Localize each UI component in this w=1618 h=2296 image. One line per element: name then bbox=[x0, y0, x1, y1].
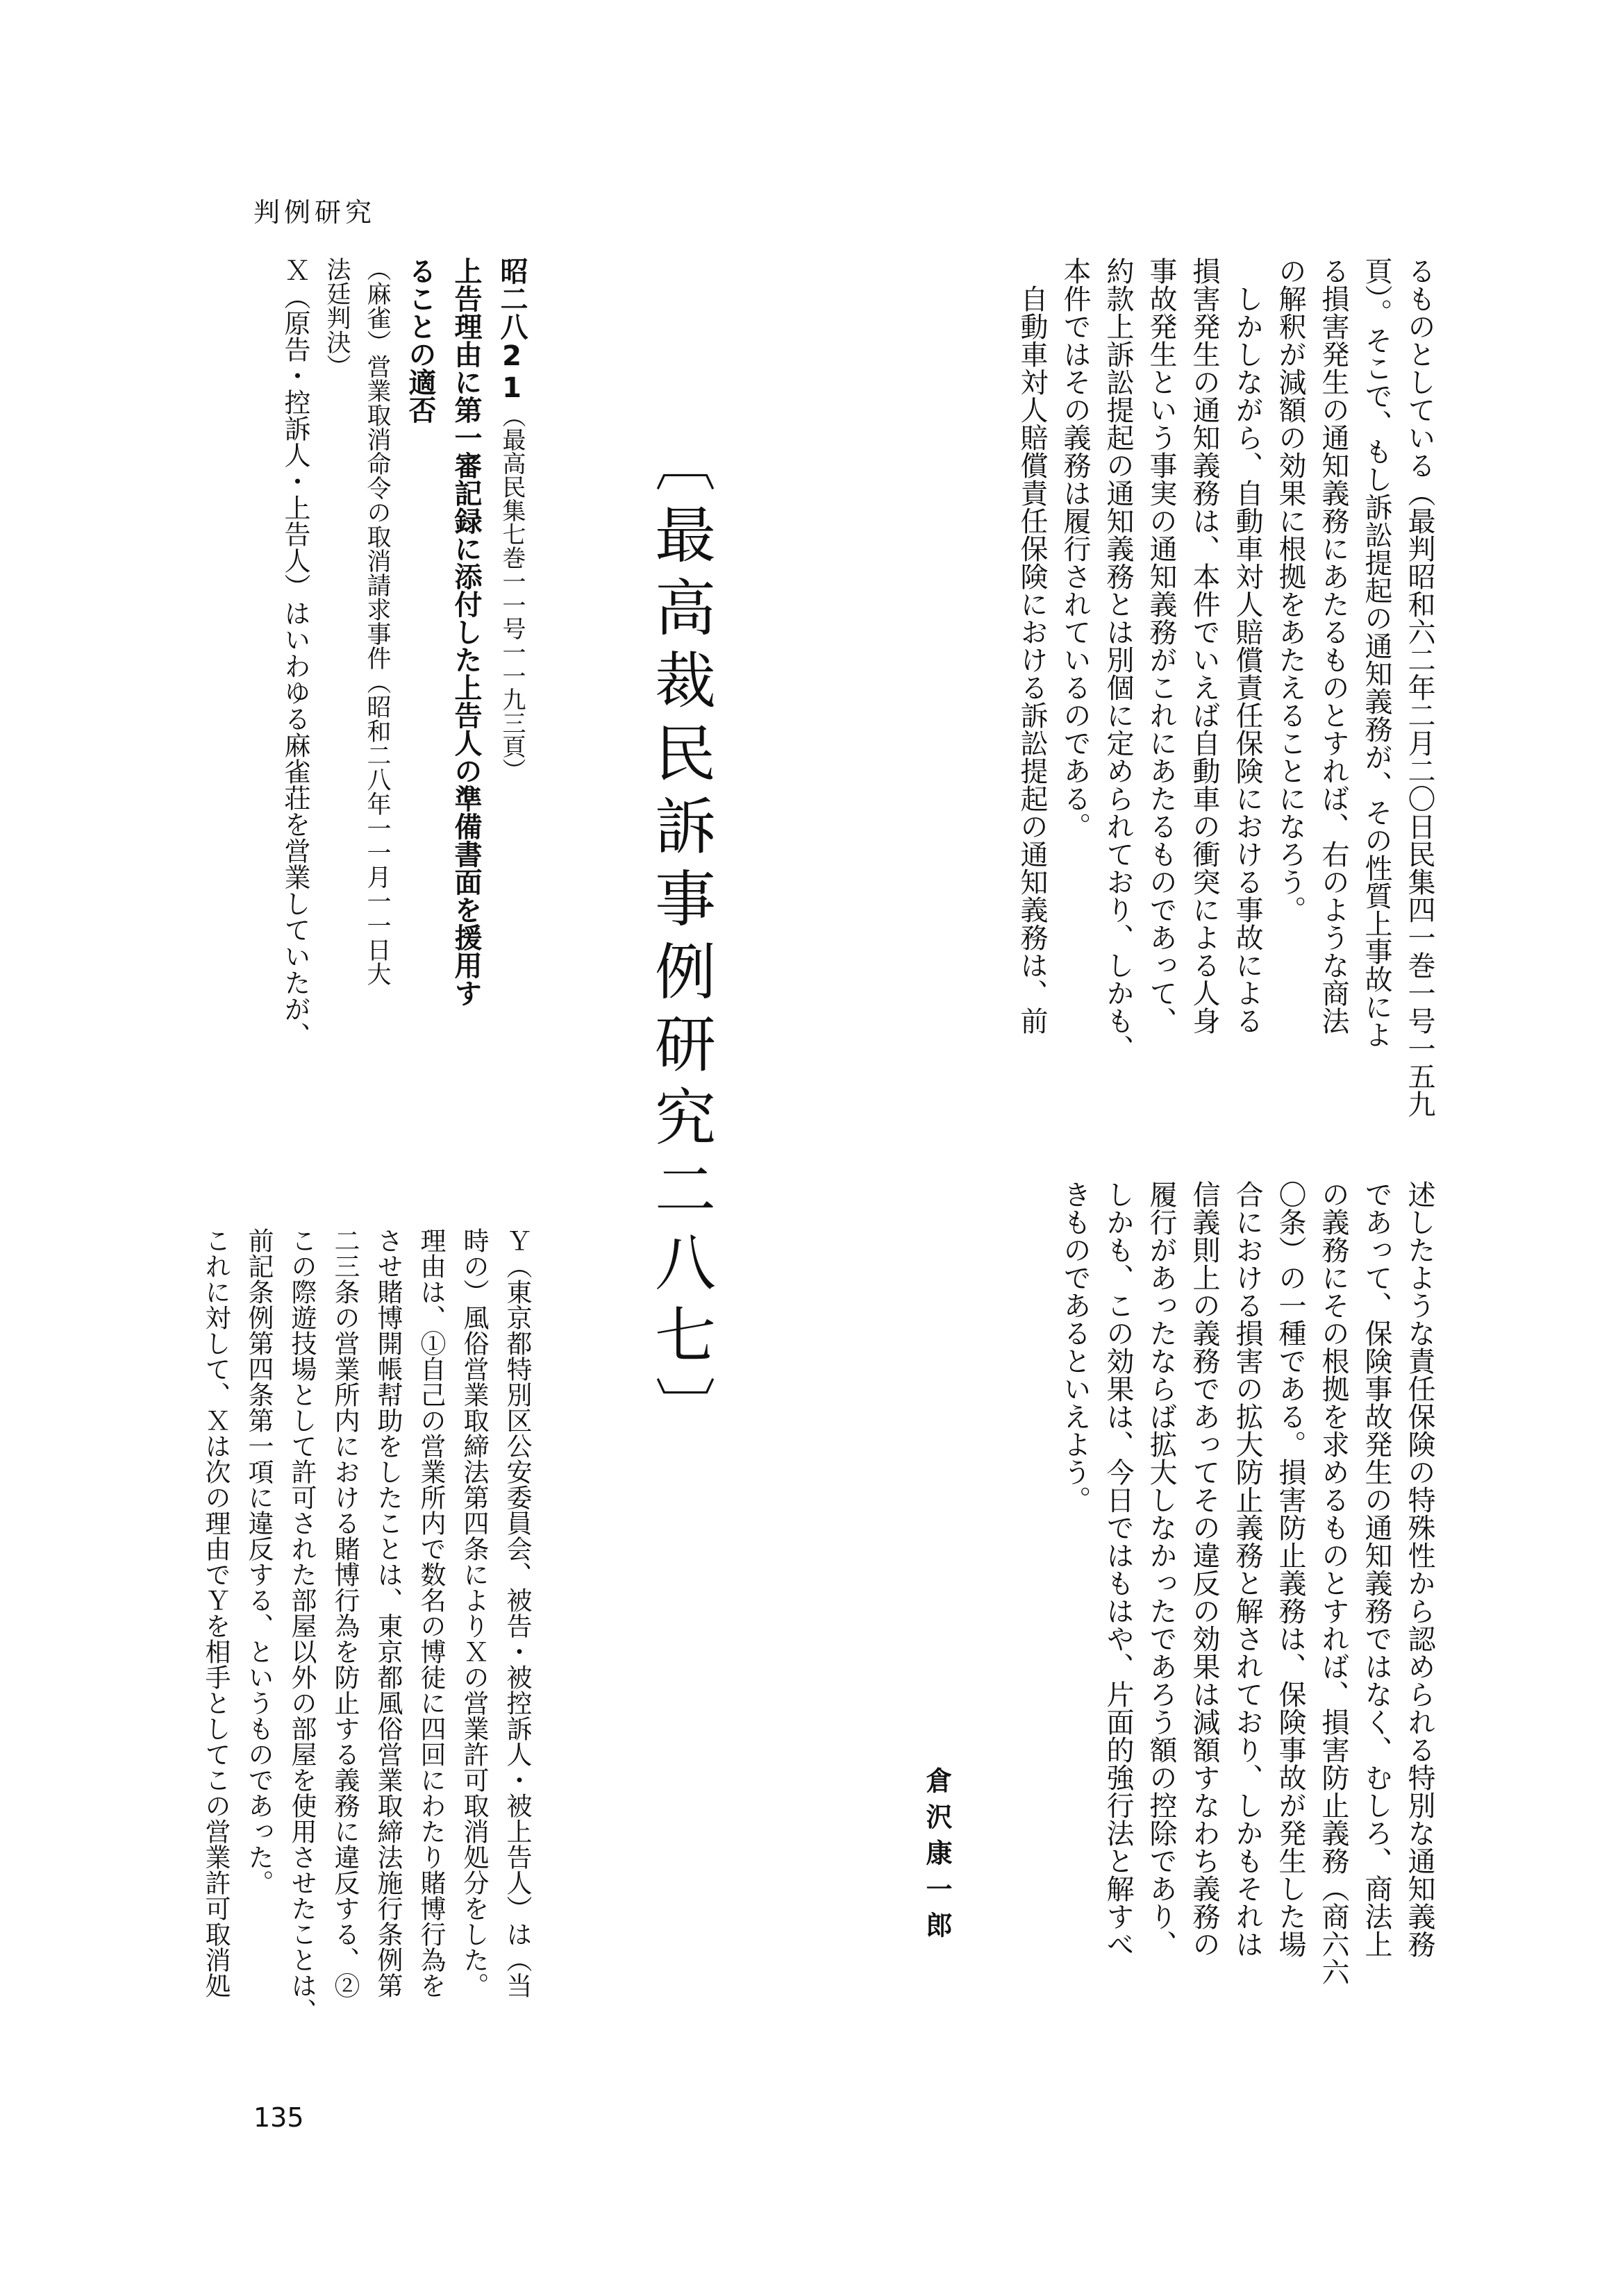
lower-right-line-8: しかも、この効果は、今日ではもはや、片面的強行法と解すべ bbox=[1102, 1180, 1134, 1958]
lower-left-line-1: Ｙ（東京都特別区公安委員会、被告・被控訴人・被上告人）は（当 bbox=[502, 1227, 532, 1998]
upper-right-line-3: る損害発生の通知義務にあたるものとすれば、右のような商法 bbox=[1317, 257, 1349, 1034]
upper-right-line-8: 約款上訴訟提起の通知義務とは別個に定められており、しかも、 bbox=[1102, 257, 1134, 1062]
upper-right-line-10: 自動車対人賠償責任保険における訴訟提起の通知義務は、前 bbox=[1016, 257, 1048, 1034]
holding-line-1: 上告理由に第一審記録に添付した上告人の準備書面を援用す bbox=[450, 257, 482, 1007]
lower-left-line-3: 理由は、①自己の営業所内で数名の博徒に四回にわたり賭博行為を bbox=[416, 1227, 446, 1998]
upper-right-line-4: の解釈が減額の効果に根拠をあたえることになろう。 bbox=[1274, 257, 1306, 923]
lower-right-line-9: きものであるといえよう。 bbox=[1059, 1180, 1091, 1514]
lower-right-line-3: の義務にその根拠を求めるものとすれば、損害防止義務（商六六 bbox=[1317, 1180, 1349, 1986]
lower-left-line-8: これに対して、Ｘは次の理由でＹを相手としてこの営業許可取消処 bbox=[201, 1227, 231, 1998]
section-title: 〔最高裁民訴事例研究二八七〕 bbox=[645, 430, 717, 1437]
upper-right-line-9: 本件ではその義務は履行されているのである。 bbox=[1059, 257, 1091, 840]
lower-right-line-5: 合における損害の拡大防止義務と解されており、しかもそれは bbox=[1231, 1180, 1263, 1958]
case-number: 昭二八21 bbox=[496, 257, 528, 404]
page-number: 135 bbox=[253, 2102, 304, 2133]
upper-right-line-7: 事故発生という事実の通知義務がこれにあたるものであって、 bbox=[1145, 257, 1177, 1034]
case-intro-line: Ｘ（原告・控訴人・上告人）はいわゆる麻雀荘を営業していたが、 bbox=[280, 257, 310, 1048]
upper-right-text-block bbox=[1010, 257, 1441, 1159]
case-name-line-2: 法廷判決） bbox=[323, 257, 351, 378]
lower-left-text-block bbox=[194, 1227, 538, 2095]
lower-left-line-2: 時の）風俗営業取締法第四条によりＸの営業許可取消処分をした。 bbox=[459, 1227, 489, 1998]
lower-left-line-6: この際遊技場として許可された部屋以外の部屋を使用させたことは、 bbox=[287, 1227, 317, 2024]
lower-right-line-1: 述したような責任保険の特殊性から認められる特別な通知義務 bbox=[1403, 1180, 1435, 1958]
upper-right-line-1: るものとしている（最判昭和六二年二月二〇日民集四一巻一号一五九 bbox=[1403, 257, 1435, 1118]
lower-left-line-5: 二三条の営業所内における賭博行為を防止する義務に違反する、② bbox=[330, 1227, 360, 1998]
upper-right-line-6: 損害発生の通知義務は、本件でいえば自動車の衝突による人身 bbox=[1188, 257, 1220, 1034]
case-name-line-1: （麻雀）営業取消命令の取消請求事件（昭和二八年一一月一一日大 bbox=[363, 257, 391, 986]
holding-line-2: ることの適否 bbox=[404, 257, 436, 424]
case-number-line bbox=[489, 257, 535, 1125]
running-head: 判例研究 bbox=[253, 197, 376, 228]
lower-left-line-7: 前記条例第四条第一項に違反する、というものであった。 bbox=[244, 1227, 274, 1895]
case-reference: （最高民集七巻一一号一一九三頁） bbox=[498, 404, 526, 782]
case-block bbox=[274, 257, 535, 1125]
lower-right-text-block bbox=[1053, 1180, 1441, 2083]
lower-right-line-6: 信義則上の義務であってその違反の効果は減額すなわち義務の bbox=[1188, 1180, 1220, 1958]
upper-right-line-5: しかしながら、自動車対人賠償責任保険における事故による bbox=[1231, 257, 1263, 1034]
lower-left-line-4: させ賭博開帳幇助をしたことは、東京都風俗営業取締法施行条例第 bbox=[373, 1227, 403, 1998]
author-byline: 倉沢康一郎 bbox=[921, 1767, 952, 1947]
lower-right-line-7: 履行があったならば拡大しなかったであろう額の控除であり、 bbox=[1145, 1180, 1177, 1958]
upper-right-line-2: 頁）。そこで、もし訴訟提起の通知義務が、その性質上事故によ bbox=[1360, 257, 1392, 1048]
lower-right-line-4: 〇条）の一種である。損害防止義務は、保険事故が発生した場 bbox=[1274, 1180, 1306, 1958]
lower-right-line-2: であって、保険事故発生の通知義務ではなく、むしろ、商法上 bbox=[1360, 1180, 1392, 1958]
